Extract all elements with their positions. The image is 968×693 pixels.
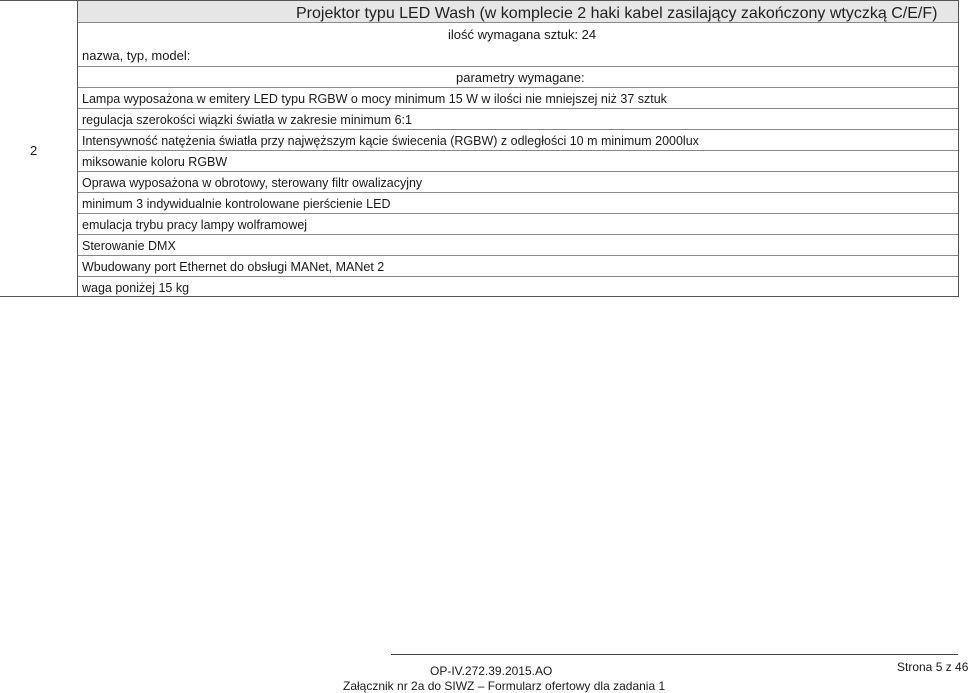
param-item: waga poniżej 15 kg: [82, 281, 190, 295]
row-number-column: [0, 1, 78, 296]
footer-subtitle: Załącznik nr 2a do SIWZ – Formularz ofertowy dla zadania 1: [343, 679, 666, 693]
row-number: 2: [30, 143, 38, 158]
param-item: miksowanie koloru RGBW: [82, 155, 228, 169]
divider: [78, 129, 958, 130]
divider: [78, 87, 958, 88]
param-item: Intensywność natężenia światła przy najwęższym kącie świecenia (RGBW) z odległości 10 m minimum 2000lux: [82, 134, 699, 148]
divider: [78, 276, 958, 277]
divider: [78, 66, 958, 67]
param-item: minimum 3 indywidualnie kontrolowane pierścienie LED: [82, 197, 391, 211]
divider: [78, 192, 958, 193]
param-item: Wbudowany port Ethernet do obsługi MANet, MANet 2: [82, 260, 385, 274]
param-item: regulacja szerokości wiązki światła w zakresie minimum 6:1: [82, 113, 412, 127]
param-item: Sterowanie DMX: [82, 239, 176, 253]
param-item: emulacja trybu pracy lampy wolframowej: [82, 218, 308, 232]
divider: [78, 108, 958, 109]
spec-table: [0, 0, 959, 297]
params-header: parametry wymagane:: [456, 70, 585, 85]
divider: [78, 234, 958, 235]
param-item: Oprawa wyposażona w obrotowy, sterowany filtr owalizacyjny: [82, 176, 423, 190]
product-title-band: [78, 1, 958, 23]
divider: [78, 255, 958, 256]
footer-reference-code: OP-IV.272.39.2015.AO: [430, 664, 553, 678]
divider: [78, 213, 958, 214]
quantity-required: ilość wymagana sztuk: 24: [448, 27, 597, 42]
divider: [78, 150, 958, 151]
product-title: Projektor typu LED Wash (w komplecie 2 haki kabel zasilający zakończony wtyczką C/E/F): [296, 5, 938, 22]
name-type-model-label: nazwa, typ, model:: [82, 48, 191, 63]
divider: [78, 171, 958, 172]
footer-rule: [391, 654, 958, 655]
param-item: Lampa wyposażona w emitery LED typu RGBW o mocy minimum 15 W w ilości nie mniejszej niż 37 sztuk: [82, 92, 667, 106]
page-number: Strona 5 z 46: [897, 660, 968, 674]
